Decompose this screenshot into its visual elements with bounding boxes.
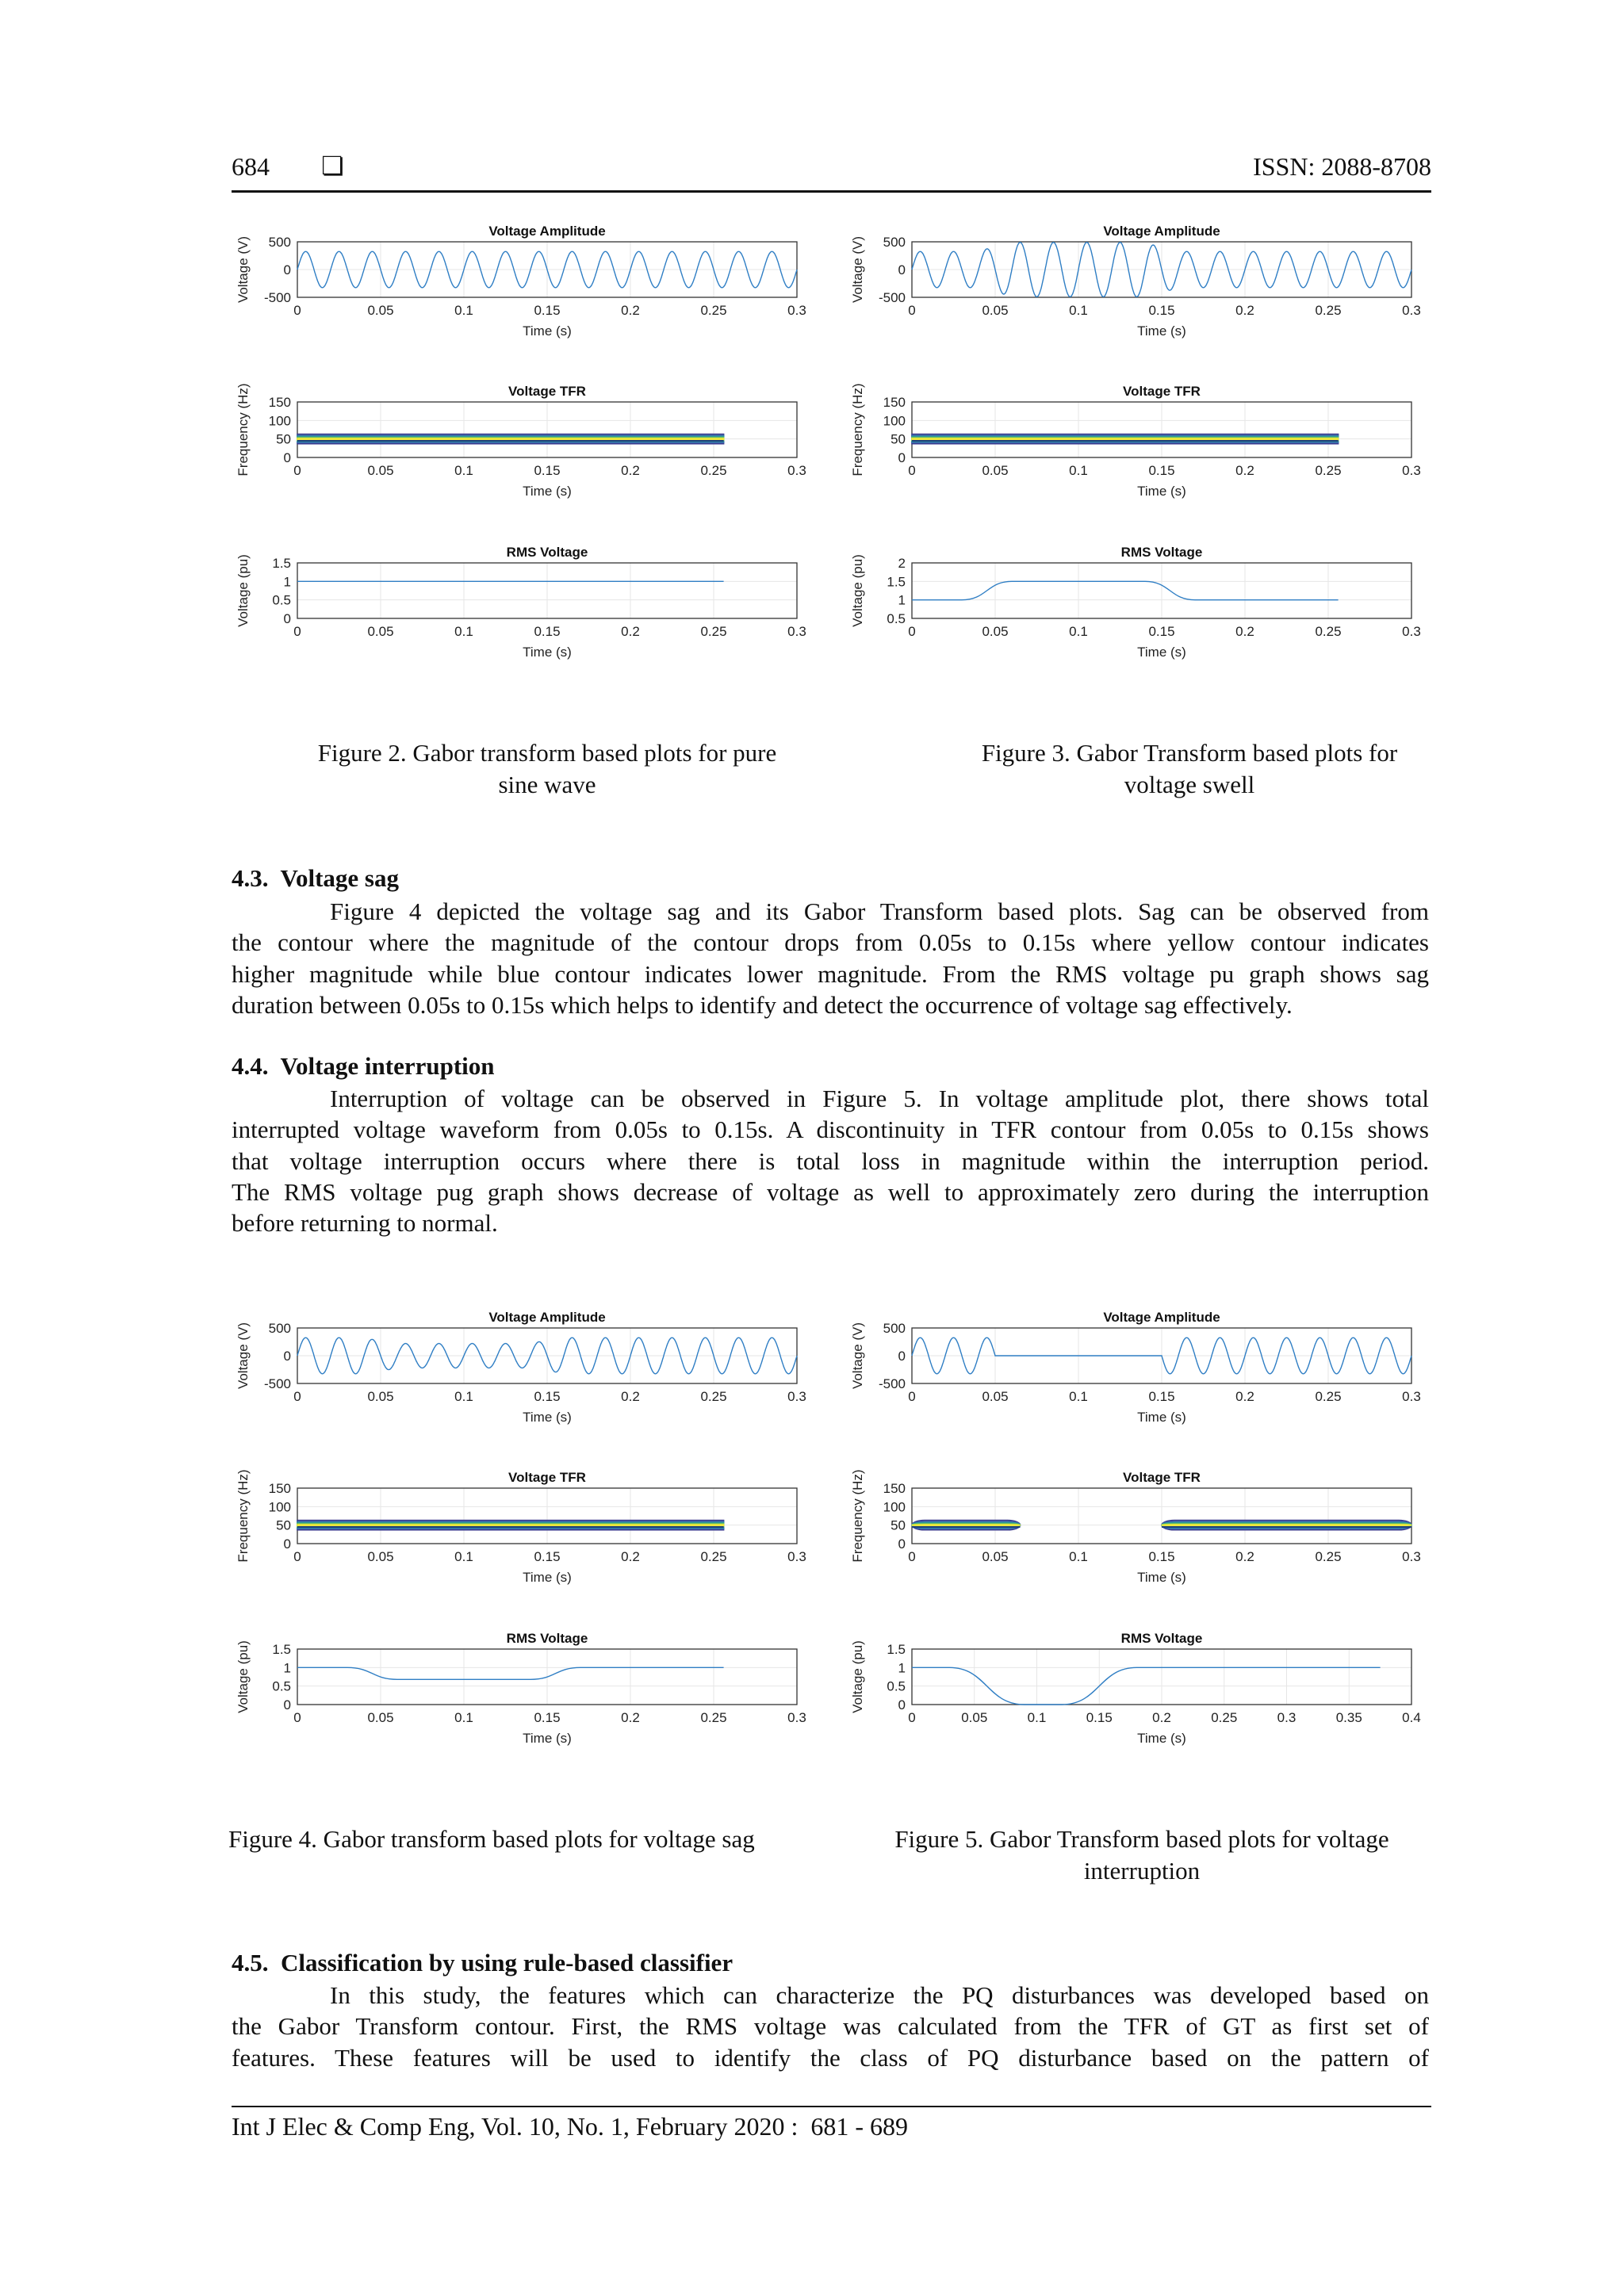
y-tick-label: 0	[283, 1697, 291, 1712]
x-tick-label: 0.1	[454, 1389, 473, 1404]
x-tick-label: 0.05	[367, 1710, 394, 1725]
y-tick-label: 0	[283, 1349, 291, 1364]
x-tick-label: 0.1	[454, 303, 473, 318]
x-axis-label: Time (s)	[1137, 645, 1186, 660]
y-tick-label: 0	[898, 1536, 906, 1552]
panel-title: Voltage Amplitude	[1103, 1310, 1220, 1325]
x-tick-label: 0.25	[1315, 303, 1342, 318]
panel-title: Voltage TFR	[508, 384, 586, 399]
caption-line: sine wave	[498, 771, 596, 798]
x-tick-label: 0.3	[1402, 1549, 1421, 1564]
x-tick-label: 0.1	[454, 1549, 473, 1564]
x-tick-label: 0.15	[1148, 463, 1175, 478]
y-tick-label: 100	[268, 413, 291, 429]
x-tick-label: 0.05	[982, 303, 1009, 318]
y-tick-label: 500	[268, 235, 291, 250]
series-line	[297, 1667, 724, 1679]
x-tick-label: 0.05	[367, 624, 394, 639]
y-tick-label: 0	[898, 450, 906, 465]
text-line	[232, 1980, 1429, 2011]
x-tick-label: 0.3	[787, 303, 806, 318]
x-tick-label: 0	[293, 1549, 301, 1564]
y-tick-label: 150	[268, 1481, 291, 1496]
figure-2	[230, 218, 833, 718]
x-axis-label: Time (s)	[523, 484, 572, 499]
x-axis-label: Time (s)	[523, 1410, 572, 1425]
figure-5-caption	[856, 1823, 1427, 1887]
x-tick-label: 0.05	[367, 303, 394, 318]
x-tick-label: 0.4	[1402, 1710, 1421, 1725]
x-tick-label: 0.3	[1402, 463, 1421, 478]
y-tick-label: 0.5	[887, 1678, 906, 1694]
figure-3	[845, 218, 1447, 718]
y-tick-label: 0	[283, 1536, 291, 1552]
y-tick-label: 100	[268, 1499, 291, 1515]
x-tick-label: 0	[908, 624, 916, 639]
y-tick-label: 0	[283, 450, 291, 465]
x-tick-label: 0.2	[1235, 1389, 1254, 1404]
x-tick-label: 0.25	[700, 463, 727, 478]
y-tick-label: 100	[883, 413, 906, 429]
y-tick-label: 0	[283, 262, 291, 277]
x-tick-label: 0	[908, 303, 916, 318]
x-tick-label: 0.3	[787, 1710, 806, 1725]
y-tick-label: 50	[276, 431, 291, 447]
x-tick-label: 0.05	[367, 463, 394, 478]
x-tick-label: 0.2	[1235, 624, 1254, 639]
x-tick-label: 0.2	[1235, 1549, 1254, 1564]
x-tick-label: 0.1	[454, 1710, 473, 1725]
y-tick-label: 1.5	[272, 1642, 291, 1657]
y-axis-label: Voltage (pu)	[236, 1640, 251, 1713]
y-tick-label: 0.5	[272, 592, 291, 608]
text-line: higher magnitude while blue contour indicates lower magnitude. From the RMS voltage pu graph shows sag	[232, 959, 1429, 988]
x-tick-label: 0.3	[1277, 1710, 1297, 1725]
x-tick-label: 0.1	[1027, 1710, 1047, 1725]
x-tick-label: 0.15	[534, 1389, 561, 1404]
panel-title: Voltage Amplitude	[1103, 224, 1220, 239]
panel-title: RMS Voltage	[1120, 1631, 1203, 1646]
y-axis-label: Voltage (pu)	[850, 554, 865, 627]
y-tick-label: 50	[891, 431, 906, 447]
x-tick-label: 0.2	[621, 1389, 640, 1404]
x-tick-label: 0.2	[621, 463, 640, 478]
x-tick-label: 0.25	[1315, 1389, 1342, 1404]
text-line: the Gabor Transform contour. First, the RMS voltage was calculated from the TFR of GT as first set of	[232, 2012, 1429, 2041]
caption-line: Figure 3. Gabor Transform based plots for	[981, 739, 1398, 767]
text-line-content: Figure 4 depicted the voltage sag and its Gabor Transform based plots. Sag can be observed from	[330, 897, 1429, 925]
section-4-4-body	[232, 1083, 1429, 1238]
x-axis-label: Time (s)	[523, 1570, 572, 1585]
x-tick-label: 0	[908, 1710, 916, 1725]
x-tick-label: 0.3	[787, 624, 806, 639]
x-tick-label: 0.3	[787, 1389, 806, 1404]
x-tick-label: 0.25	[1315, 624, 1342, 639]
text-line-content: In this study, the features which can characterize the PQ disturbances was developed based on	[330, 1981, 1429, 2009]
x-axis-label: Time (s)	[523, 645, 572, 660]
text-line	[232, 1083, 1429, 1114]
x-axis-label: Time (s)	[1137, 323, 1186, 339]
y-axis-label: Voltage (V)	[850, 235, 865, 304]
x-tick-label: 0.25	[700, 1389, 727, 1404]
x-axis-label: Time (s)	[523, 1731, 572, 1746]
x-tick-label: 0	[293, 303, 301, 318]
y-axis-label: Frequency (Hz)	[850, 1469, 865, 1563]
y-tick-label: 1.5	[272, 556, 291, 571]
x-tick-label: 0.3	[1402, 624, 1421, 639]
y-tick-label: 100	[883, 1499, 906, 1515]
x-tick-label: 0.2	[621, 303, 640, 318]
x-tick-label: 0.15	[534, 624, 561, 639]
x-tick-label: 0.15	[534, 1549, 561, 1564]
text-line: the contour where the magnitude of the contour drops from 0.05s to 0.15s where yellow contour indicates	[232, 928, 1429, 957]
y-tick-label: 50	[891, 1517, 906, 1533]
panel-title: Voltage Amplitude	[488, 1310, 606, 1325]
y-tick-label: -500	[878, 290, 906, 305]
x-axis-label: Time (s)	[1137, 484, 1186, 499]
text-line: interrupted voltage waveform from 0.05s to 0.15s. A discontinuity in TFR contour from 0.05s to 0.15s shows	[232, 1115, 1429, 1144]
x-tick-label: 0	[293, 463, 301, 478]
y-tick-label: 2	[898, 556, 906, 571]
section-4-5-body	[232, 1980, 1429, 2073]
y-tick-label: 0	[898, 262, 906, 277]
text-line: before returning to normal.	[232, 1209, 498, 1238]
y-tick-label: 0	[898, 1697, 906, 1712]
y-tick-label: 1	[898, 1660, 906, 1676]
y-axis-label: Voltage (V)	[236, 235, 251, 304]
y-tick-label: 500	[268, 1321, 291, 1336]
y-axis-label: Frequency (Hz)	[236, 1469, 251, 1563]
panel-title: Voltage TFR	[1123, 1470, 1201, 1485]
y-tick-label: 500	[883, 235, 906, 250]
x-tick-label: 0.25	[700, 1710, 727, 1725]
x-tick-label: 0.25	[700, 303, 727, 318]
text-line	[232, 896, 1429, 927]
section-4-3-body	[232, 896, 1429, 1020]
x-tick-label: 0.15	[534, 463, 561, 478]
x-tick-label: 0.2	[1235, 303, 1254, 318]
x-axis-label: Time (s)	[1137, 1570, 1186, 1585]
x-tick-label: 0.05	[982, 624, 1009, 639]
x-tick-label: 0.05	[961, 1710, 988, 1725]
header-rule	[232, 190, 1431, 193]
footer-rule	[232, 2106, 1431, 2107]
y-axis-label: Voltage (V)	[236, 1322, 251, 1390]
contour-peak	[1162, 1525, 1411, 1526]
x-tick-label: 0.05	[982, 1389, 1009, 1404]
y-tick-label: -500	[878, 1376, 906, 1391]
x-tick-label: 0.1	[454, 624, 473, 639]
y-tick-label: 1.5	[887, 1642, 906, 1657]
contour-peak	[297, 1525, 724, 1526]
x-tick-label: 0.1	[454, 463, 473, 478]
x-tick-label: 0	[908, 1549, 916, 1564]
panel-title: Voltage TFR	[1123, 384, 1201, 399]
figure-2-caption	[270, 737, 825, 801]
y-tick-label: 150	[883, 1481, 906, 1496]
y-tick-label: 150	[883, 395, 906, 410]
x-axis-label: Time (s)	[1137, 1410, 1186, 1425]
x-tick-label: 0.1	[1069, 463, 1088, 478]
x-tick-label: 0.1	[1069, 303, 1088, 318]
y-axis-label: Voltage (pu)	[850, 1640, 865, 1713]
x-tick-label: 0.25	[1211, 1710, 1238, 1725]
y-tick-label: 0	[898, 1349, 906, 1364]
x-tick-label: 0.15	[534, 303, 561, 318]
y-tick-label: -500	[263, 290, 291, 305]
caption-line: Figure 5. Gabor Transform based plots for voltage	[894, 1825, 1389, 1853]
x-tick-label: 0.05	[367, 1389, 394, 1404]
x-tick-label: 0.25	[700, 624, 727, 639]
y-tick-label: 1	[283, 574, 291, 590]
x-tick-label: 0.35	[1335, 1710, 1362, 1725]
x-tick-label: 0.2	[621, 624, 640, 639]
panel-title: RMS Voltage	[506, 1631, 588, 1646]
y-tick-label: -500	[263, 1376, 291, 1391]
x-tick-label: 0.25	[1315, 463, 1342, 478]
y-tick-label: 50	[276, 1517, 291, 1533]
journal-issn: ISSN: 2088-8708	[1253, 152, 1431, 181]
x-tick-label: 0.2	[1152, 1710, 1171, 1725]
x-tick-label: 0.2	[621, 1710, 640, 1725]
panel-title: RMS Voltage	[506, 545, 588, 560]
x-tick-label: 0.15	[1086, 1710, 1113, 1725]
x-tick-label: 0.2	[1235, 463, 1254, 478]
figure-4-caption	[228, 1823, 831, 1855]
x-tick-label: 0	[293, 1389, 301, 1404]
y-tick-label: 0.5	[887, 611, 906, 626]
text-line-content: Interruption of voltage can be observed in Figure 5. In voltage amplitude plot, there shows total	[330, 1085, 1429, 1112]
panel-title: Voltage Amplitude	[488, 224, 606, 239]
caption-line: Figure 2. Gabor transform based plots for pure	[317, 739, 777, 767]
x-tick-label: 0	[908, 1389, 916, 1404]
x-tick-label: 0.25	[700, 1549, 727, 1564]
x-tick-label: 0.05	[982, 1549, 1009, 1564]
figure-4	[230, 1304, 833, 1804]
x-tick-label: 0.3	[1402, 303, 1421, 318]
text-line: features. These features will be used to identify the class of PQ disturbance based on the pattern of	[232, 2043, 1429, 2072]
text-line: The RMS voltage pug graph shows decrease of voltage as well to approximately zero during the interruption	[232, 1177, 1429, 1206]
x-tick-label: 0.15	[534, 1710, 561, 1725]
y-tick-label: 1	[283, 1660, 291, 1676]
x-tick-label: 0.3	[787, 463, 806, 478]
contour-peak	[912, 438, 1339, 440]
section-heading-4-4: 4.4. Voltage interruption	[232, 1052, 495, 1080]
x-tick-label: 0	[293, 1710, 301, 1725]
footer-citation: Int J Elec & Comp Eng, Vol. 10, No. 1, February 2020 : 681 - 689	[232, 2112, 908, 2141]
caption-line: voltage swell	[1124, 771, 1255, 798]
contour-peak	[912, 1525, 1021, 1526]
section-heading-4-5: 4.5. Classification by using rule-based classifier	[232, 1949, 733, 1976]
x-tick-label: 0.15	[1148, 1549, 1175, 1564]
x-tick-label: 0.3	[1402, 1389, 1421, 1404]
x-axis-label: Time (s)	[523, 323, 572, 339]
x-tick-label: 0.3	[787, 1549, 806, 1564]
text-line: that voltage interruption occurs where there is total loss in magnitude within the interruption period.	[232, 1146, 1429, 1175]
section-heading-4-3: 4.3. Voltage sag	[232, 864, 399, 892]
y-tick-label: 0.5	[272, 1678, 291, 1694]
y-tick-label: 0	[283, 611, 291, 626]
header-box-icon: ❏	[321, 151, 344, 181]
contour-peak	[297, 438, 724, 440]
y-axis-label: Frequency (Hz)	[850, 383, 865, 476]
panel-title: Voltage TFR	[508, 1470, 586, 1485]
figure-5	[845, 1304, 1447, 1804]
x-tick-label: 0	[293, 624, 301, 639]
y-tick-label: 500	[883, 1321, 906, 1336]
caption-line: interruption	[1083, 1857, 1201, 1885]
x-tick-label: 0.15	[1148, 624, 1175, 639]
y-tick-label: 1.5	[887, 574, 906, 590]
panel-title: RMS Voltage	[1120, 545, 1203, 560]
x-tick-label: 0.15	[1148, 303, 1175, 318]
x-tick-label: 0.05	[982, 463, 1009, 478]
x-tick-label: 0.1	[1069, 1549, 1088, 1564]
x-tick-label: 0	[908, 463, 916, 478]
x-tick-label: 0.15	[1148, 1389, 1175, 1404]
x-tick-label: 0.2	[621, 1549, 640, 1564]
y-tick-label: 1	[898, 592, 906, 608]
y-axis-label: Frequency (Hz)	[236, 383, 251, 476]
text-line: duration between 0.05s to 0.15s which helps to identify and detect the occurrence of voltage sag effectively.	[232, 990, 1293, 1019]
y-tick-label: 150	[268, 395, 291, 410]
page-number: 684	[232, 152, 270, 181]
y-axis-label: Voltage (V)	[850, 1322, 865, 1390]
x-tick-label: 0.1	[1069, 624, 1088, 639]
x-axis-label: Time (s)	[1137, 1731, 1186, 1746]
caption-line: Figure 4. Gabor transform based plots for voltage sag	[228, 1825, 755, 1853]
x-tick-label: 0.05	[367, 1549, 394, 1564]
series-line	[912, 581, 1339, 599]
x-tick-label: 0.1	[1069, 1389, 1088, 1404]
y-axis-label: Voltage (pu)	[236, 554, 251, 627]
figure-3-caption	[924, 737, 1455, 801]
x-tick-label: 0.25	[1315, 1549, 1342, 1564]
